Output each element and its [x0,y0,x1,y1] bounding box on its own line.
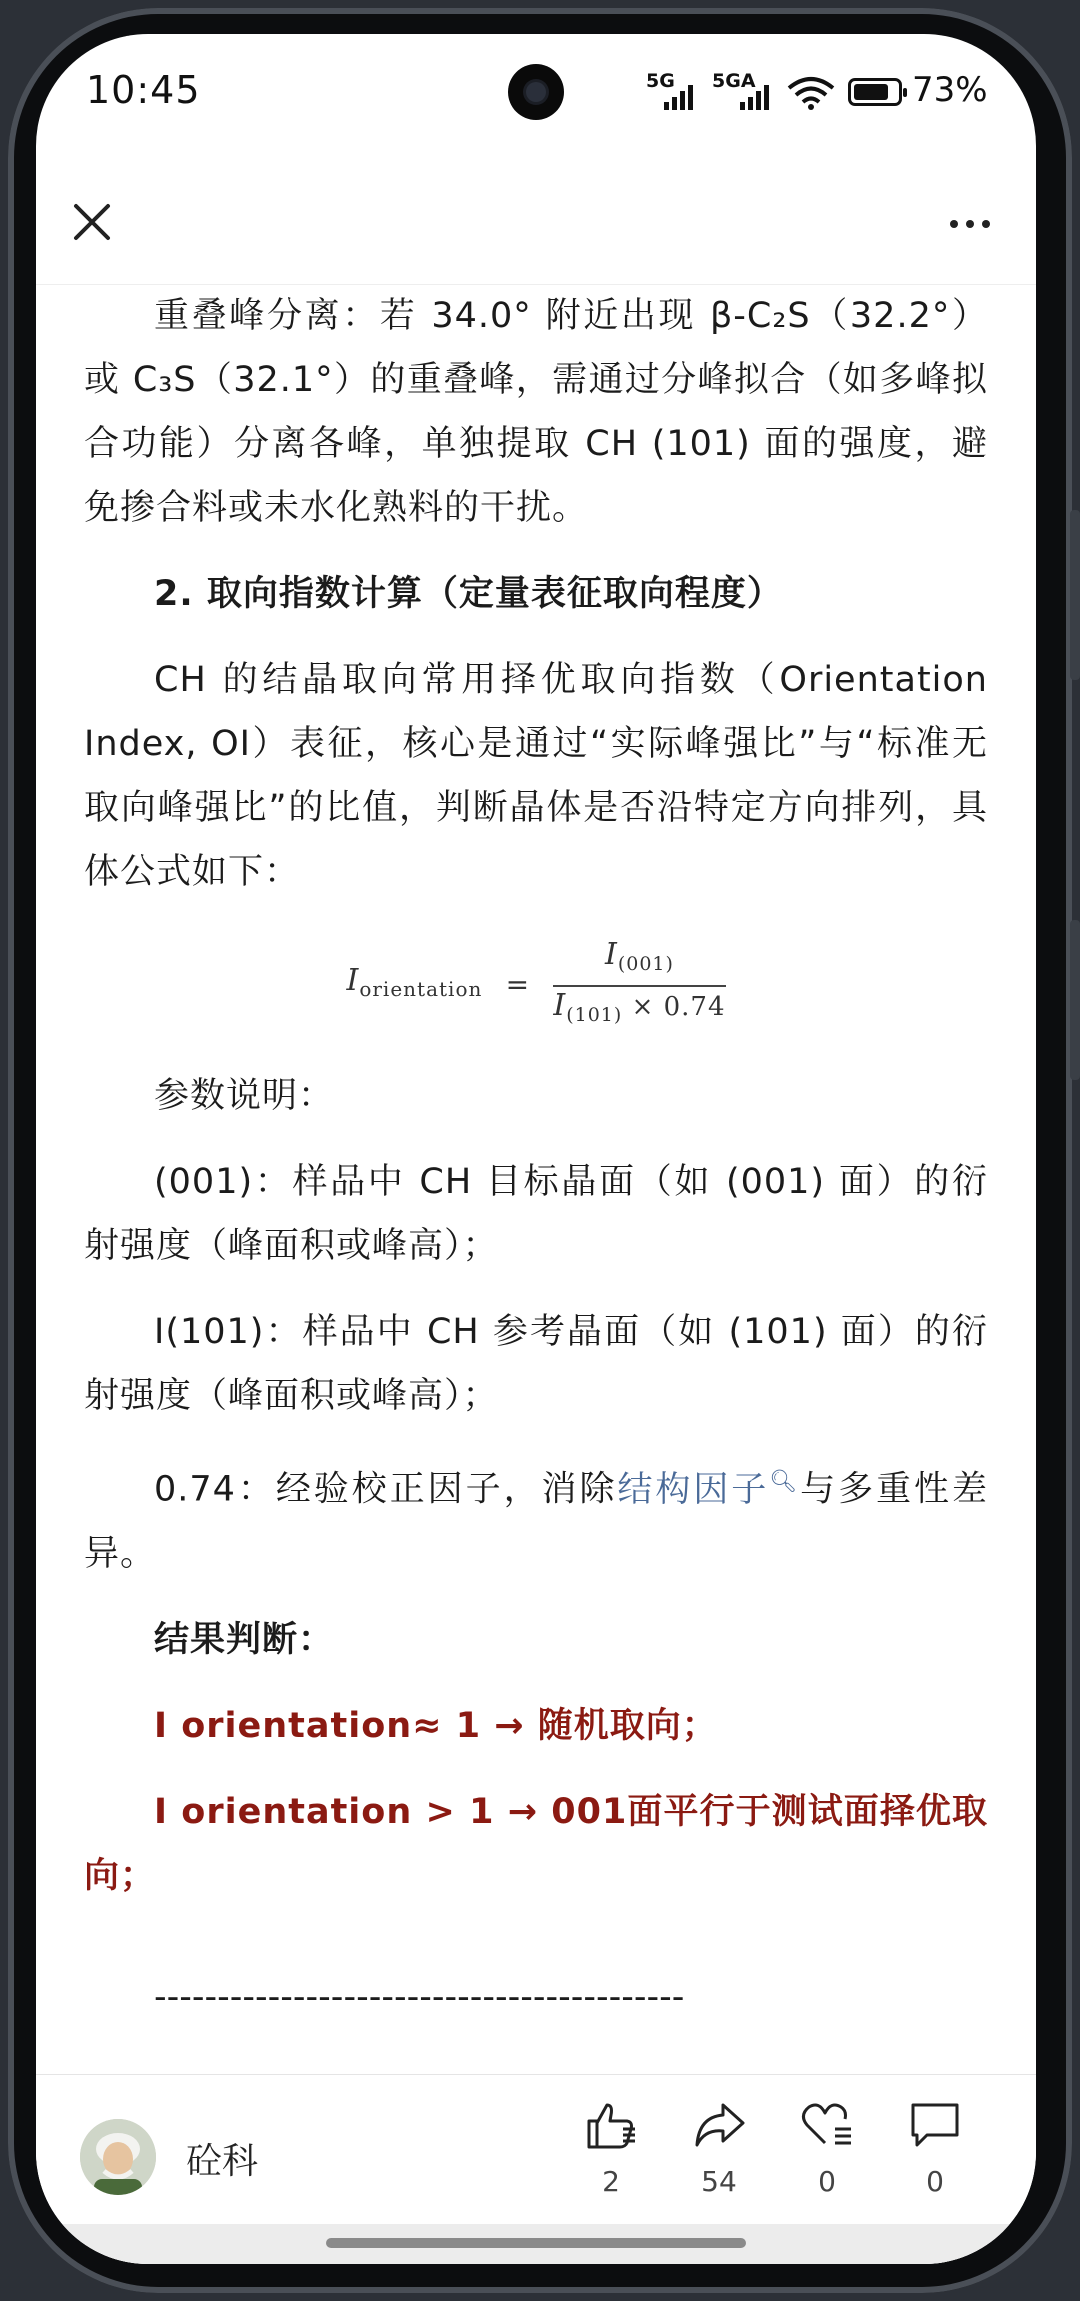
favorite-count: 0 [818,2165,836,2198]
paragraph-overlap: 重叠峰分离：若 34.0° 附近出现 β-C₂S（32.2°）或 C₃S（32.1°）的重叠峰，需通过分峰拟合（如多峰拟合功能）分离各峰，单独提取 CH (101) 面的强度，避免掺合料或未水化熟料的干扰。 [84,296,988,528]
divider-line: ------------------------------------------ [154,1977,685,2018]
param-101: I(101)：样品中 CH 参考晶面（如 (101) 面）的衍射强度（峰面积或峰高）； [84,1312,988,1417]
article-body [84,284,988,2150]
top-nav [36,164,1036,285]
network-label-2: 5GA [712,70,756,92]
home-indicator[interactable] [326,2238,746,2248]
more-dots-icon[interactable] [940,204,1000,244]
avatar[interactable] [80,2119,156,2195]
formula-equals: = [505,968,531,1002]
favorite-button[interactable] [782,2099,872,2198]
signal-bars-icon [664,82,693,110]
param-001: (001)：样品中 CH 目标晶面（如 (001) 面）的衍射强度（峰面积或峰高）； [84,1162,988,1267]
battery-percent: 73% [912,70,988,110]
params-title: 参数说明： [154,1076,335,1117]
status-bar [36,34,1036,164]
clock: 10:45 [86,68,201,112]
section-heading-2: 2. 取向指数计算（定量表征取向程度） [154,574,783,614]
battery-icon [848,78,902,106]
heart-list-icon [799,2099,855,2151]
power-button [1070,920,1080,1080]
signal-bars-icon [740,82,769,110]
camera-cutout [508,64,564,120]
share-button[interactable] [674,2099,764,2198]
formula-fraction [553,936,725,1034]
formula-lhs: $I_{orientation}$ [346,963,483,1002]
author-name[interactable]: 砼科 [186,2141,259,2182]
share-arrow-icon [691,2099,747,2151]
like-count: 2 [602,2165,620,2198]
formula-numerator: $I_{(001)}$ [553,936,725,987]
network-label-1: 5G [646,70,675,92]
comment-bubble-icon [907,2099,963,2151]
close-icon[interactable] [62,192,122,252]
volume-button [1070,510,1080,680]
screen [36,34,1036,2264]
param-074: 0.74：经验校正因子，消除结构因子🔍︎与多重性差异。 [84,1469,988,1575]
comment-button[interactable] [890,2099,980,2198]
result-title: 结果判断： [154,1620,335,1661]
wifi-icon [786,76,836,110]
like-button[interactable] [566,2099,656,2198]
paragraph-orientation: CH 的结晶取向常用择优取向指数（Orientation Index, OI）表征，核心是通过“实际峰强比”与“标准无取向峰强比”的比值，判断晶体是否沿特定方向排列，具体公式如下： [84,660,988,892]
search-icon: 🔍︎ [769,1469,801,1495]
share-count: 54 [701,2165,737,2198]
orientation-formula [84,936,988,1034]
comment-count: 0 [926,2165,944,2198]
result-preferred: I orientation > 1 → 001面平行于测试面择优取向； [84,1792,988,1897]
formula-denominator: $I_{(101)} \times 0.74$ [553,988,726,1027]
structure-factor-link[interactable]: 结构因子🔍︎ [617,1469,801,1511]
result-random: I orientation≈ 1 → 随机取向； [154,1706,718,1747]
thumbs-up-icon [583,2099,639,2151]
